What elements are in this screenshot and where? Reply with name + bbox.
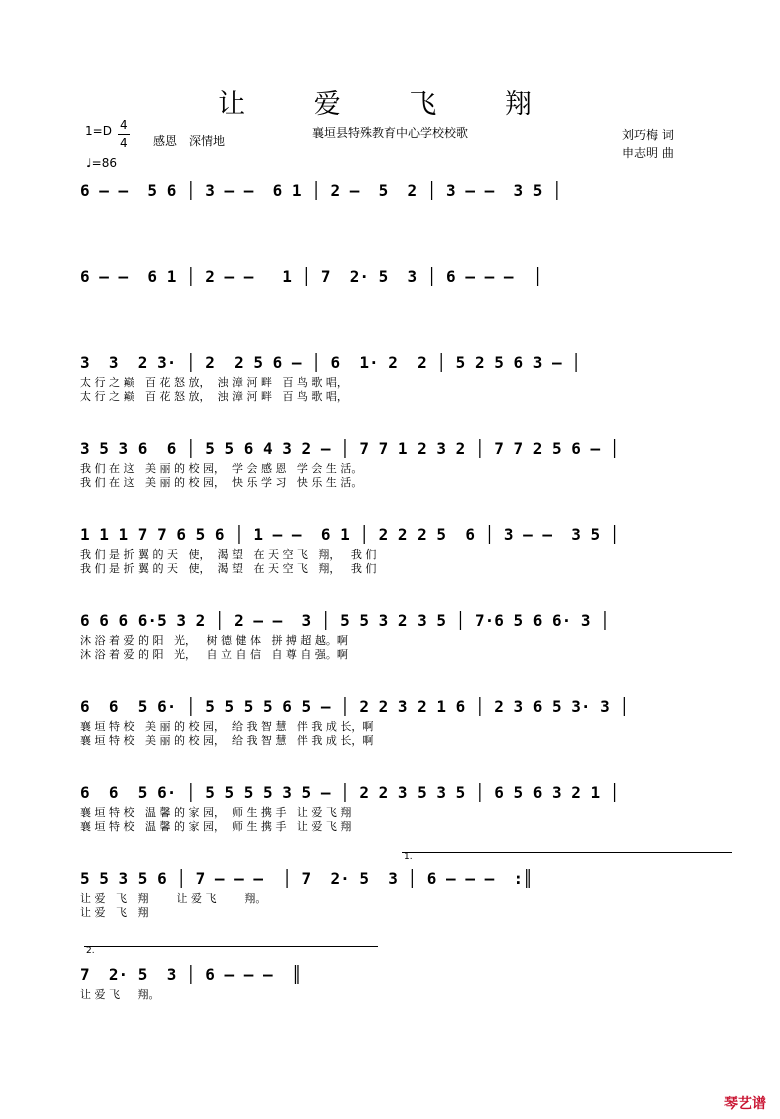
lyric-row-6-verse-1: 沐 浴 着 爱 的 阳 光， 树 德 健 体 拼 搏 超 越。啊 xyxy=(80,634,348,647)
notation-row-7: 6 6 5 6· │ 5 5 5 5 6 5 – │ 2 2 3 2 1 6 │ 2 3 6 5 3· 3 │ xyxy=(80,697,630,716)
lyric-row-3-verse-2: 太 行 之 巅 百 花 怒 放， 浊 漳 河 畔 百 鸟 歌 唱， xyxy=(80,390,348,403)
watermark-logo: 琴艺谱 xyxy=(724,1096,766,1112)
notation-row-8: 6 6 5 6· │ 5 5 5 5 3 5 – │ 2 2 3 5 3 5 │ 6 5 6 3 2 1 │ xyxy=(80,783,620,802)
notation-row-3: 3 3 2 3· │ 2 2 5 6 – │ 6 1· 2 2 │ 5 2 5 6 3 – │ xyxy=(80,353,581,372)
notation-row-10: 7 2· 5 3 │ 6 – – – ║ xyxy=(80,965,302,984)
lyric-row-6-verse-2: 沐 浴 着 爱 的 阳 光， 自 立 自 信 自 尊 自 强。啊 xyxy=(80,648,348,661)
lyric-row-10-verse-1: 让 爱 飞 翔。 xyxy=(80,988,160,1001)
composer: 申志明 曲 xyxy=(622,146,674,160)
key-signature: 1=D xyxy=(85,124,112,138)
notation-row-2: 6 – – 6 1 │ 2 – – 1 │ 7 2· 5 3 │ 6 – – – │ xyxy=(80,267,543,286)
tempo-mark: ♩=86 xyxy=(86,156,117,170)
meter-top: 4 xyxy=(120,118,128,132)
lyric-row-4-verse-2: 我 们 在 这 美 丽 的 校 园， 快 乐 学 习 快 乐 生 活。 xyxy=(80,476,363,489)
lyricist: 刘巧梅 词 xyxy=(622,128,674,142)
meter-line xyxy=(118,134,130,135)
lyric-row-9-verse-2: 让 爱 飞 翔 xyxy=(80,906,149,919)
lyric-row-7-verse-2: 襄 垣 特 校 美 丽 的 校 园， 给 我 智 慧 伴 我 成 长，啊 xyxy=(80,734,374,747)
lyric-row-8-verse-2: 襄 垣 特 校 温 馨 的 家 园， 师 生 携 手 让 爱 飞 翔 xyxy=(80,820,352,833)
volta-2-bracket xyxy=(84,946,378,947)
notation-row-6: 6 6 6 6·5 3 2 │ 2 – – 3 │ 5 5 3 2 3 5 │ 7·6 5 6 6· 3 │ xyxy=(80,611,610,630)
lyric-row-4-verse-1: 我 们 在 这 美 丽 的 校 园， 学 会 感 恩 学 会 生 活。 xyxy=(80,462,363,475)
lyric-row-3-verse-1: 太 行 之 巅 百 花 怒 放， 浊 漳 河 畔 百 鸟 歌 唱， xyxy=(80,376,348,389)
notation-row-4: 3 5 3 6 6 │ 5 5 6 4 3 2 – │ 7 7 1 2 3 2 │ 7 7 2 5 6 – │ xyxy=(80,439,620,458)
volta-1-bracket xyxy=(402,852,732,853)
page-title: 让 爱 飞 翔 xyxy=(218,89,562,120)
meter-bottom: 4 xyxy=(120,136,128,150)
subtitle: 襄垣县特殊教育中心学校校歌 xyxy=(312,126,469,140)
lyric-row-5-verse-2: 我 们 是 折 翼 的 天 使， 渴 望 在 天 空 飞 翔， 我 们 xyxy=(80,562,377,575)
lyric-row-9-verse-1: 让 爱 飞 翔 让 爱 飞 翔。 xyxy=(80,892,267,905)
lyric-row-7-verse-1: 襄 垣 特 校 美 丽 的 校 园， 给 我 智 慧 伴 我 成 长，啊 xyxy=(80,720,374,733)
notation-row-1: 6 – – 5 6 │ 3 – – 6 1 │ 2 – 5 2 │ 3 – – 3 5 │ xyxy=(80,181,562,200)
volta-2-label: 2. xyxy=(86,946,95,956)
expression-mark: 感恩 深情地 xyxy=(153,134,226,148)
volta-1-label: 1. xyxy=(404,852,413,862)
lyric-row-8-verse-1: 襄 垣 特 校 温 馨 的 家 园， 师 生 携 手 让 爱 飞 翔 xyxy=(80,806,352,819)
notation-row-9: 5 5 3 5 6 │ 7 – – – │ 7 2· 5 3 │ 6 – – – :║ xyxy=(80,869,533,888)
notation-row-5: 1 1 1 7 7 6 5 6 │ 1 – – 6 1 │ 2 2 2 5 6 │ 3 – – 3 5 │ xyxy=(80,525,620,544)
lyric-row-5-verse-1: 我 们 是 折 翼 的 天 使， 渴 望 在 天 空 飞 翔， 我 们 xyxy=(80,548,377,561)
